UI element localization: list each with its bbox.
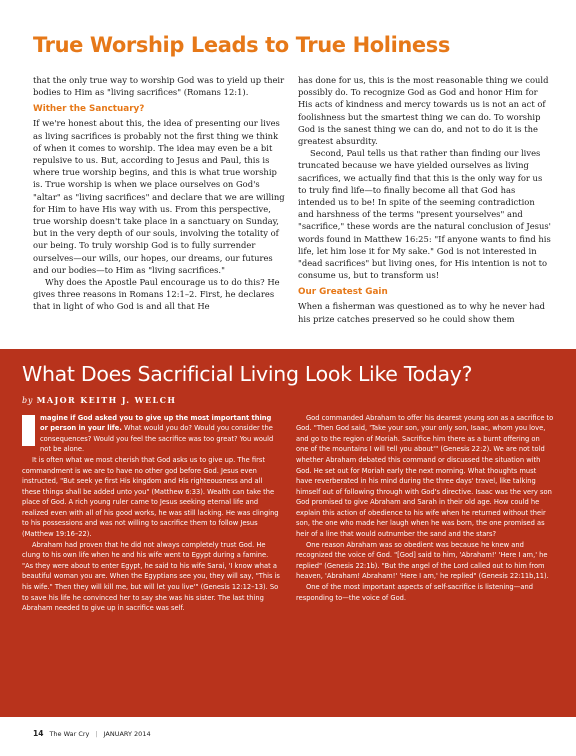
headline-part-2: True Holiness — [295, 33, 450, 57]
sidebar-column-left — [22, 413, 280, 614]
sidebar-title: What Does Sacrificial Living Look Like Today? — [22, 362, 473, 386]
sidebar-byline — [22, 395, 554, 405]
sidebar-paragraph: It is often what we most cherish that God asks us to give up. The first commandment is we are to have no other god before God. Jesus even instructed, "But seek ye first His kingdom and His righteousness and all these things shall be added unto you" (Matthew 6:33). Wealth can take the place of God. A rich young ruler came to Jesus seeking eternal life and realized even with all of his good works, he was still lacking. He was clinging to his possessions and was not willing to sacrifice them to follow Jesus (Matthew 19:16–22). — [22, 455, 279, 539]
headline-part-1: True Worship Leads to — [33, 33, 296, 57]
article-paragraph: that the only true way to worship God was to yield up their bodies to Him as "living sacrifices" (Romans 12:1). — [33, 75, 285, 98]
page-footer — [33, 729, 433, 738]
sidebar-body — [22, 413, 554, 614]
article-body — [33, 74, 551, 344]
sidebar-paragraph: One reason Abraham was so obedient was because he knew and recognized the voice of God. "[God] said to him, 'Abraham!' 'Here I am,' he replied" (Genesis 22:1b). "But the angel of the Lord called out to him from heaven, 'Abraham! Abraham!' 'Here I am,' he replied" (Genesis 22:11b,11). — [296, 540, 549, 581]
sidebar-column-right — [296, 413, 554, 614]
article-column-right — [298, 74, 551, 344]
subhead-wither-sanctuary: Wither the Sanctuary? — [33, 104, 145, 115]
sidebar-box — [0, 349, 576, 717]
sidebar-paragraph — [22, 413, 280, 455]
sidebar-paragraph: Abraham had proven that he did not always completely trust God. He clung to his own life when he and his wife went to Egypt during a famine. "As they were about to enter Egypt, he said to his wife Sarai, 'I know what a beautiful woman you are. When the Egyptians see you, they will say, "This is his wife." Then they will kill me, but will let you live'" (Genesis 12:12–13). So to save his life he convinced her to say she was his sister. The last thing Abraham needed to give up in sacrifice was self. — [22, 540, 280, 613]
article-paragraph: Why does the Apostle Paul encourage us to do this? He gives three reasons in Romans 12:1–2. First, he declares that in light of who God is and all that He — [33, 277, 280, 312]
sidebar-lead-in: magine if God asked you to give up the most important thing or person in your life. — [40, 413, 272, 433]
sidebar-paragraph: God commanded Abraham to offer his dearest young son as a sacrifice to God. "Then God said, 'Take your son, your only son, Isaac, whom you love, and go to the region of Moriah. Sacrifice him there as a burnt offering on one of the mountains I will tell you about'" (Genesis 22:2). We are not told whether Abraham debated this command or discussed the situation with God. He set out for Moriah early the next morning. What thoughts must have reverberated in his mind during the three days' travel, like talking himself out of following through with God's directive. Isaac was the very son God promised to give Abraham and Sarah in their old age. How could he explain this action of obedience to his wife when he returned without their son, the one who made her laugh when he was born, the one promised as heir of a line that would outnumber the sand and the stars? — [296, 413, 554, 539]
publication-name: The War Cry — [49, 729, 90, 738]
subhead-greatest-gain: Our Greatest Gain — [298, 287, 388, 298]
drop-cap — [22, 415, 35, 446]
article-paragraph: When a fisherman was questioned as to why he never had his prize catches preserved so he could show them — [298, 301, 545, 324]
article-paragraph: If we're honest about this, the idea of presenting our lives as living sacrifices is probably not the first thing we think of when it comes to worship. The idea may even be a bit repulsive to us. But, according to Jesus and Paul, this is where true worship begins, and this is what true worship is. True worship is when we place ourselves on God's "altar" as "living sacrifices" and declare that we are willing for Him to have His way with us. From this perspective, true worship doesn't take place in a sanctuary on Sunday, but in the very depth of our souls, involving the totality of our being. To truly worship God is to fully surrender ourselves—our wills, our hopes, our dreams, our futures and our bodies—to Him as "living sacrifices." — [33, 118, 285, 275]
page-number: 14 — [33, 729, 44, 738]
article-paragraph: has done for us, this is the most reasonable thing we could possibly do. To recognize God as God and honor Him for His acts of kindness and mercy towards us is not an act of foolishness but the smartest thing we can do. To worship God is the sanest thing we can do, and not to do it is the greatest absurdity. — [298, 75, 549, 147]
byline-author: MAJOR KEITH J. WELCH — [36, 394, 177, 405]
page-headline — [33, 34, 553, 57]
sidebar-paragraph: One of the most important aspects of self-sacrifice is listening—and responding to—the voice of God. — [296, 583, 533, 602]
article-column-left — [33, 74, 286, 344]
footer-separator: | — [95, 729, 98, 738]
sidebar-lead-rest: What would you do? Would you consider the consequences? Would you feel the sacrifice was too great? You would not be alone. — [40, 424, 274, 454]
article-paragraph: Second, Paul tells us that rather than finding our lives truncated because we have yielded ourselves as living sacrifices, we actually find that this is the only way for us to truly find life—to finally become all that God has intended us to be! In spite of the seeming contradiction and harshness of the terms "present yourselves" and "sacrifice," these words are the natural conclusion of Jesus' words found in Matthew 16:25: "If anyone wants to find his life, let him lose it for My sake." God is not interested in "dead sacrifices" but living ones, for His intention is not to consume us, but to transform us! — [298, 148, 551, 281]
issue-date: JANUARY 2014 — [103, 729, 151, 738]
byline-prefix: by — [22, 395, 34, 405]
